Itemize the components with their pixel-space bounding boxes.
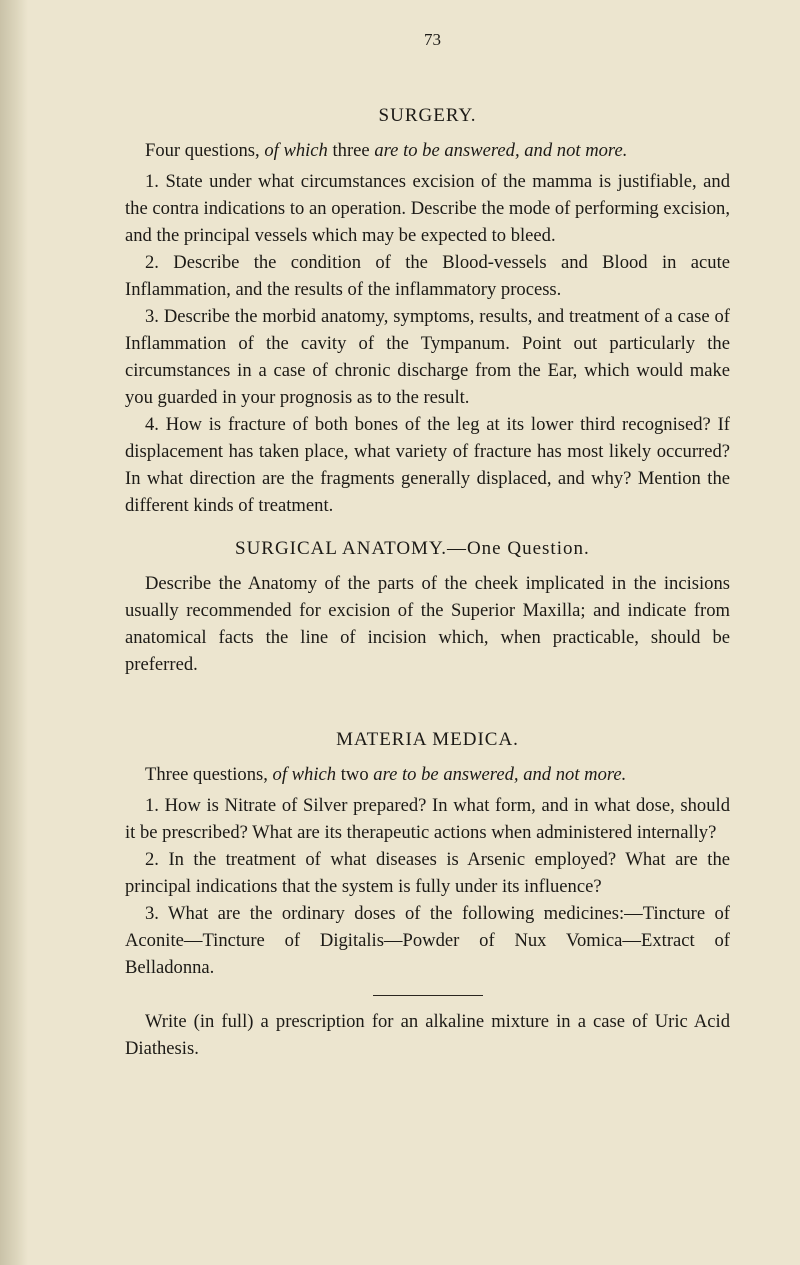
surgery-question-1: 1. State under what circumstances excision of the mamma is justifiable, and the contra indications to an operation. Describe the mode of performing excision, and the principal vessels which may be expected to bleed. (125, 171, 730, 246)
surgery-instr-d: are to be answered, and not more. (374, 140, 628, 161)
surgery-question-2: 2. Describe the condition of the Blood-vessels and Blood in acute Inflammation, and the results of the inflammatory process. (125, 252, 730, 300)
materia-medica-instructions (125, 761, 730, 788)
page-edge-shadow (0, 0, 28, 1265)
exam-page (125, 30, 730, 1062)
mm-instr-a: Three questions, (145, 764, 273, 785)
page-number: 73 (424, 30, 441, 49)
materia-medica-title: MATERIA MEDICA. (336, 729, 519, 750)
surgery-instr-a: Four questions, (145, 140, 265, 161)
mm-instr-d: are to be answered, and not more. (373, 764, 627, 785)
surgery-question-4: 4. How is fracture of both bones of the leg at its lower third recognised? If displacement has taken place, what variety of fracture has most likely occurred? In what direction are the fragments generally displaced, and why? Mention the different kinds of treatment. (125, 414, 730, 516)
mm-instr-c: two (336, 764, 374, 785)
prescription-question: Write (in full) a prescription for an alkaline mixture in a case of Uric Acid Diathesis. (125, 1011, 730, 1059)
materia-medica-question-2: 2. In the treatment of what diseases is Arsenic employed? What are the principal indications that the system is fully under its influence? (125, 849, 730, 897)
section-divider (373, 995, 483, 996)
surgery-question-3: 3. Describe the morbid anatomy, symptoms, results, and treatment of a case of Inflammation of the cavity of the Tympanum. Point out particularly the circumstances in a case of chronic discharge from the Ear, which would make you guarded in your prognosis as to the result. (125, 306, 730, 408)
surgery-instr-c: three (327, 140, 375, 161)
materia-medica-question-3: 3. What are the ordinary doses of the following medicines:—Tincture of Aconite—Tincture of Digitalis—Powder of Nux Vomica—Extract of Belladonna. (125, 903, 730, 978)
surgery-instr-b: of which (264, 140, 328, 161)
materia-medica-question-1: 1. How is Nitrate of Silver prepared? In what form, and in what dose, should it be prescribed? What are its therapeutic actions when administered internally? (125, 795, 730, 843)
surgical-anatomy-title: SURGICAL ANATOMY.—One Question. (235, 538, 590, 559)
surgery-title: SURGERY. (378, 105, 477, 126)
surgery-instructions (125, 137, 730, 164)
surgical-anatomy-question: Describe the Anatomy of the parts of the cheek implicated in the incisions usually recommended for excision of the Superior Maxilla; and indicate from anatomical facts the line of incision which, when practicable, should be preferred. (125, 573, 730, 675)
mm-instr-b: of which (272, 764, 337, 785)
